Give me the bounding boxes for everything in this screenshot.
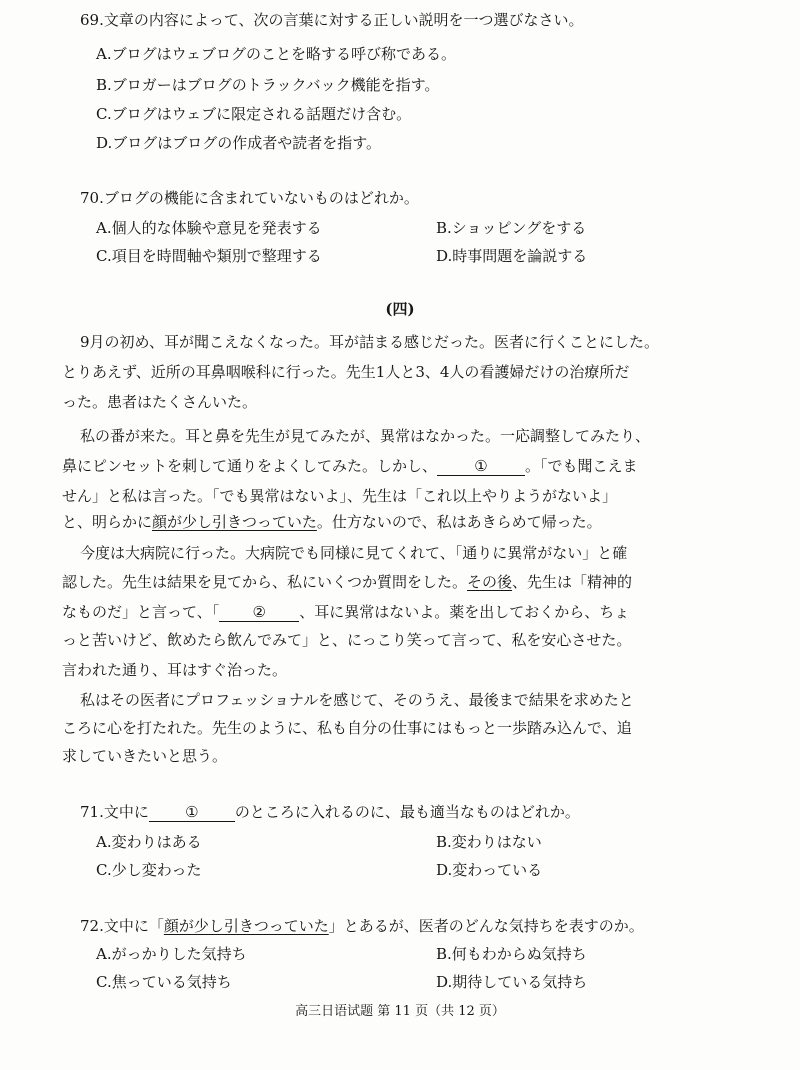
q71-option-a: A.変わりはある (96, 833, 202, 851)
q71-option-b: B.変わりはない (436, 833, 542, 851)
passage-line: った。患者はたくさんいた。 (62, 393, 258, 411)
q72-stem-text: 」とあるが、医者のどんな気持ちを表すのか。 (328, 917, 644, 935)
passage-line: っと苦いけど、飲めたら飲んでみて」と、にっこり笑って言って、私を安心させた。 (62, 631, 632, 649)
passage-line: せん」と私は言った。「でも異常はないよ」、先生は「これ以上やりようがないよ」 (62, 487, 618, 505)
underlined-phrase: その後 (467, 573, 513, 591)
q69-option-d: D.ブログはブログの作成者や読者を指す。 (96, 134, 382, 152)
passage-line: 私はその医者にプロフェッショナルを感じて、そのうえ、最後まで結果を求めたと (80, 691, 634, 709)
passage-line: 言われた通り、耳はすぐ治った。 (62, 661, 288, 679)
passage-line: とりあえず、近所の耳鼻咽喉科に行った。先生1人と3、4人の看護婦だけの治療所だ (62, 363, 630, 381)
q72-option-d: D.期待している気持ち (436, 973, 588, 991)
passage-text: 。仕方ないので、私はあきらめて帰った。 (316, 513, 602, 531)
q72-stem-text: 72.文中に「 (80, 917, 164, 935)
q72-stem (80, 916, 644, 936)
q72-option-c: C.焦っている気持ち (96, 973, 232, 991)
q70-option-b: B.ショッピングをする (436, 219, 587, 237)
q70-stem: 70.ブログの機能に含まれていないものはどれか。 (80, 189, 419, 207)
q70-option-a: A.個人的な体験や意見を発表する (96, 219, 322, 237)
page-footer: 高三日语试题 第 11 页（共 12 页） (295, 1004, 505, 1019)
q71-option-d: D.変わっている (436, 861, 543, 879)
section-title: (四) (385, 300, 415, 318)
q71-blank: ① (149, 803, 235, 822)
q71-stem (80, 802, 580, 822)
q69-stem: 69.文章の内容によって、次の言葉に対する正しい説明を一つ選びなさい。 (80, 11, 584, 29)
passage-line (62, 456, 638, 476)
passage-text: 、耳に異常はないよ。薬を出しておくから、ちょ (299, 603, 630, 621)
passage-line: 今度は大病院に行った。大病院でも同様に見てくれて、「通りに異常がない」と確 (80, 544, 628, 562)
passage-line: 私の番が来た。耳と鼻を先生が見てみたが、異常はなかった。一応調整してみたり、 (80, 427, 651, 445)
q71-stem-text: 71.文中に (80, 803, 149, 821)
passage-text: と、明らかに (62, 513, 153, 531)
passage-line (62, 572, 632, 592)
q70-option-d: D.時事問題を論説する (436, 247, 588, 265)
q69-option-b: B.ブロガーはブログのトラックバック機能を指す。 (96, 76, 440, 94)
q71-stem-text: のところに入れるのに、最も適当なものはどれか。 (234, 803, 580, 821)
passage-line (62, 512, 602, 532)
passage-text: 鼻にピンセットを刺して通りをよくしてみた。しかし、 (62, 457, 438, 475)
q71-option-c: C.少し変わった (96, 861, 202, 879)
q69-option-a: A.ブログはウェブログのことを略する呼び称である。 (96, 45, 457, 63)
blank-1: ① (437, 457, 525, 476)
passage-text: 認した。先生は結果を見てから、私にいくつか質問をした。 (62, 573, 468, 591)
underlined-phrase: 顔が少し引きつっていた (152, 513, 317, 531)
passage-line: 9月の初め、耳が聞こえなくなった。耳が詰まる感じだった。医者に行くことにした。 (80, 333, 659, 351)
passage-line (62, 602, 629, 622)
passage-text: なものだ」と言って、「 (62, 603, 220, 621)
passage-text: 、先生は「精神的 (512, 573, 633, 591)
q69-option-c: C.ブログはウェブに限定される話題だけ含む。 (96, 105, 412, 123)
q72-option-a: A.がっかりした気持ち (96, 945, 247, 963)
q70-option-c: C.項目を時間軸や類別で整理する (96, 247, 322, 265)
q72-option-b: B.何もわからぬ気持ち (436, 945, 587, 963)
underlined-phrase: 顔が少し引きつっていた (163, 917, 329, 935)
passage-line: 求していきたいと思う。 (62, 747, 228, 765)
passage-line: ころに心を打たれた。先生のように、私も自分の仕事にはもっと一歩踏み込んで、追 (62, 719, 632, 737)
blank-2: ② (219, 603, 299, 622)
passage-text: 。「でも聞こえま (525, 457, 638, 475)
